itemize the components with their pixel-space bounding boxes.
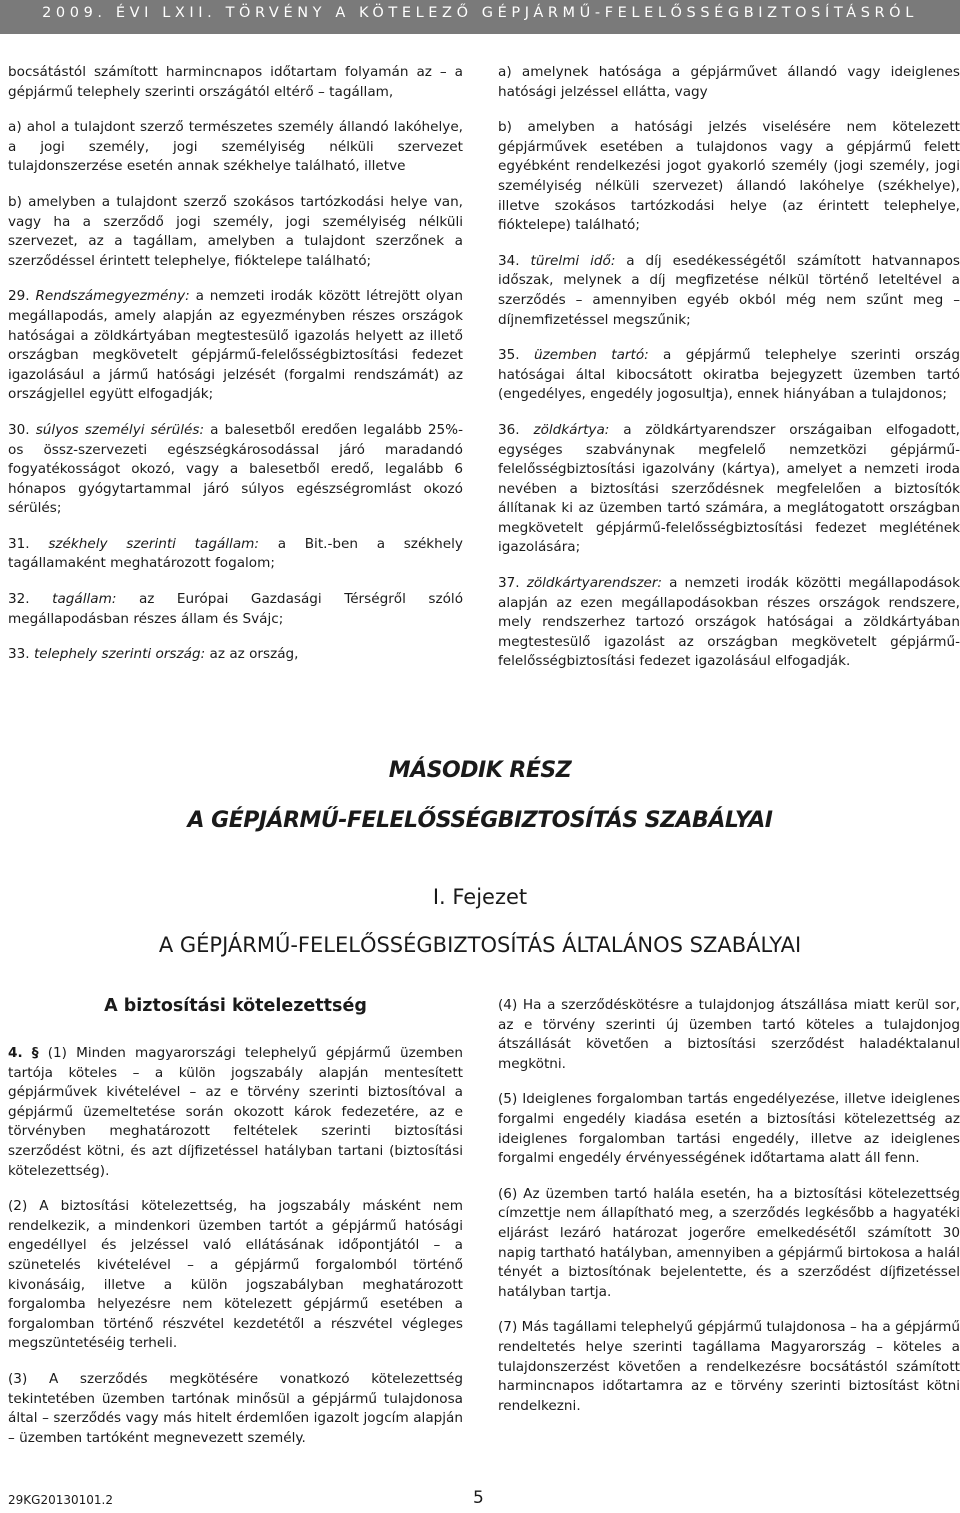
chapter-title: A GÉPJÁRMŰ-FELELŐSSÉGBIZTOSÍTÁS ÁLTALÁNOS SZABÁLYAI [158,933,802,957]
definition-text: az Európai Gazdasági Térségről szóló megállapodásban részes állam és Svájc; [8,591,464,627]
defined-term: székhely szerinti tagállam: [48,535,259,552]
definition-37 [498,574,960,672]
paragraph-text: (1) Minden magyarországi telephelyű gépjármű üzemben tartója köteles – a külön jogszabály alapján mentesített gépjárművek kivételével – az e törvény szerinti biztosítóval a gépjármű üzemeltetése során okozott károk fedezetére, az e törvényben meghatározott feltételek szerinti biztosítási szerződést kötni, és azt díjfizetéssel hatályban tartani (biztosítási kötelezettség). [8,1045,463,1179]
definition-31 [8,535,463,574]
definition-33 [8,645,463,665]
defined-term: telephely szerinti ország: [33,646,206,663]
section-4-paragraph-2: (2) A biztosítási kötelezettség, ha jogszabály másként nem rendelkezik, a mindenkori üzemben tartót a gépjármű hatósági engedéllyel és jelzéssel való ellátásának időpontjától – a szünetelés kivételével – a gépjármű forgalomból történő kivonásáig, illetve a külön jogszabályban meghatározott forgalomba helyezésre nem kötelezett gépjármű esetében a forgalomban történő részvétel kezdetétől a részvétel végleges megszüntetéséig terheli. [8,1198,463,1352]
defined-term: zöldkártyarendszer: [526,575,663,592]
definition-30 [8,421,463,519]
definition-32 [8,590,463,629]
definition-text: a nemzeti irodák között létrejött olyan megállapodás, amely alapján az egyezményben részes országok hatóságai a zöldkártyában megtestesülő igazolás helyett az illető országban megkövetelt gépjármű-felelősségbiztosítási fedezet igazolásául a jármű hatósági jelzését (forgalmi rendszámát) az országjellel együtt elfogadják; [8,288,463,403]
definition-text: az az ország, [209,646,299,663]
right-column-bottom [498,996,960,1432]
item-number: 31. [8,535,30,552]
section-sign: § [31,1045,39,1061]
section-4-paragraph-4: (4) Ha a szerződéskötésre a tulajdonjog átszállása miatt kerül sor, az e törvény szerinti új üzemben tartó köteles a tulajdonjog átszállását követően a biztosítási szerződést haladéktalanul megkötni. [498,997,960,1072]
right-column-top [498,63,960,688]
page-number: 5 [473,1488,484,1508]
item-number: 37. [498,575,520,592]
paragraph: a) ahol a tulajdont szerző természetes személy állandó lakóhelye, a jogi személy, jogi személyiség nélküli szervezet tulajdonszerzése esetén annak székhelye található, illetve [8,119,463,175]
definition-text: a gépjármű telephelye szerinti ország hatóságai által kibocsátott okiratba bejegyzett üzemben tartó (engedélyes, engedély jogosultja), ennek hiányában a tulajdonos; [498,347,960,403]
left-column-top [8,63,463,681]
definition-text: a díj esedékességétől számított hatvannapos időszak, melynek a díj megfizetése nélkül történő leteltével a szerződés – amennyiben egyéb okból még nem szűnt meg – díjnemfizetéssel megszűnik; [498,252,960,328]
definition-text: a balesetből eredően legalább 25%-os össz-szervezeti egészségkárosodással járó maradandó fogyatékosságot okozó, vagy a balesetből eredő, legalább 6 hónapos gyógytartammal járó súlyos egészségromlást okozó sérülés; [8,421,463,517]
section-4-paragraph-7: (7) Más tagállami telephelyű gépjármű tulajdonosa – ha a gépjármű rendeltetés helye szerinti tagállama Magyarország – köteles a tulajdonszerzést követően a rendelkezésre bocsátástól számított harmincnapos időtartamra az e törvény szerinti biztosítást kötni rendelkezni. [498,1319,960,1414]
left-column-bottom [8,1044,463,1464]
defined-term: tagállam: [52,591,117,608]
item-number: 32. [8,591,30,608]
definition-35 [498,346,960,405]
item-number: 35. [498,347,520,364]
defined-term: üzemben tartó: [533,347,649,364]
section-4-paragraph-3: (3) A szerződés megkötésére vonatkozó kötelezettség tekintetében üzemben tartónak minősül a gépjármű tulajdonosa által – szerződés vagy más hitelt érdemlően igazolt jogcím alapján – üzemben tartóként megnevezett személy. [8,1370,463,1446]
definition-29 [8,287,463,405]
defined-term: türelmi idő: [530,252,616,269]
part-title: MÁSODIK RÉSZ [388,758,572,783]
running-header: 2009. ÉVI LXII. TÖRVÉNY A KÖTELEZŐ GÉPJÁRMŰ-FELELŐSSÉGBIZTOSÍTÁSRÓL [42,5,918,21]
section-4-paragraph-1 [8,1044,463,1181]
definition-text: a nemzeti irodák közötti megállapodások alapján az ezen megállapodásokban részes országok rendszere, mely rendszerhez tartozó országok hatóságai a zöldkártyában megtestesülő igazolást az országban megkövetelt gépjármű-felelősségbiztosítási fedezet igazolásául elfogadják. [498,575,960,670]
item-number: 36. [498,421,520,438]
definition-text: a Bit.-ben a székhely tagállamaként meghatározott fogalom; [8,535,463,572]
section-4-paragraph-5: (5) Ideiglenes forgalomban tartás engedélyezése, illetve ideiglenes forgalmi engedély kiadása esetén a biztosítási kötelezettség az ideiglenes forgalomban tartási engedély, illetve az ideiglenes forgalmi engedély érvényességének időtartama alatt áll fenn. [498,1091,960,1167]
definition-36 [498,421,960,558]
paragraph: bocsátástól számított harmincnapos időtartam folyamán az – a gépjármű telephely szerinti országától eltérő – tagállam, [8,64,463,100]
item-number: 34. [498,252,520,269]
item-number: 33. [8,646,30,663]
item-number: 30. [8,421,30,438]
defined-term: zöldkártya: [533,421,610,438]
defined-term: súlyos személyi sérülés: [35,421,205,438]
definition-text: a zöldkártyarendszer országaiban elfogadott, egységes szabványnak megfelelő nemzetközi gépjármű-felelősségbiztosítási igazolvány (kártya), amelyet a nemzeti iroda nevében a biztosítási szerződésnek megfelelően a biztosítók állítanak ki az üzemben tartó számára, a meglátogatott országban megkövetelt gépjármű-felelősségbiztosítási fedezet meglétének igazolására; [498,421,960,556]
paragraph: a) amelynek hatósága a gépjárművet állandó vagy ideiglenes hatósági jelzéssel ellátta, vagy [498,64,960,100]
item-number: 29. [8,288,30,305]
part-subtitle: A GÉPJÁRMŰ-FELELŐSSÉGBIZTOSÍTÁS SZABÁLYAI [187,808,773,833]
paragraph: b) amelyben a hatósági jelzés viselésére nem kötelezett gépjárművek esetében a tulajdonos vagy a gépjármű felett egyébként rendelkezési jogot gyakorló személy (jogi személy, jogi személyiség nélküli szervezet) állandó lakóhelye (székhelye), illetve szokásos tartózkodási helye (az érintett telephelye, fióktelepe) található; [498,119,960,234]
section-heading: A biztosítási kötelezettség [104,996,367,1016]
defined-term: Rendszámegyezmény: [35,288,190,305]
section-number: 4. [8,1045,23,1061]
section-4-paragraph-6: (6) Az üzemben tartó halála esetén, ha a biztosítási kötelezettség címzettje nem állapítható meg, a szerződés legkésőbb a hagyatéki eljárást lezáró határozat jogerőre emelkedésétől számított 30 napig tartható hatályban, amennyiben a gépjármű birtokosa a halál tényét a biztosítónak bejelentette, és a szerződést díjfizetéssel hatályban tartja. [498,1185,960,1300]
chapter-number: I. Fejezet [432,885,528,909]
paragraph: b) amelyben a tulajdont szerző szokásos tartózkodási helye van, vagy ha a szerződő jogi személy, jogi személyiség nélküli szervezet, az a tagállam, amelyben a tulajdont szerzőnek a szerződéssel érintett telephelye, fióktelepe található; [8,193,463,269]
footer-document-code: 29KG20130101.2 [8,1493,113,1507]
definition-34 [498,252,960,330]
